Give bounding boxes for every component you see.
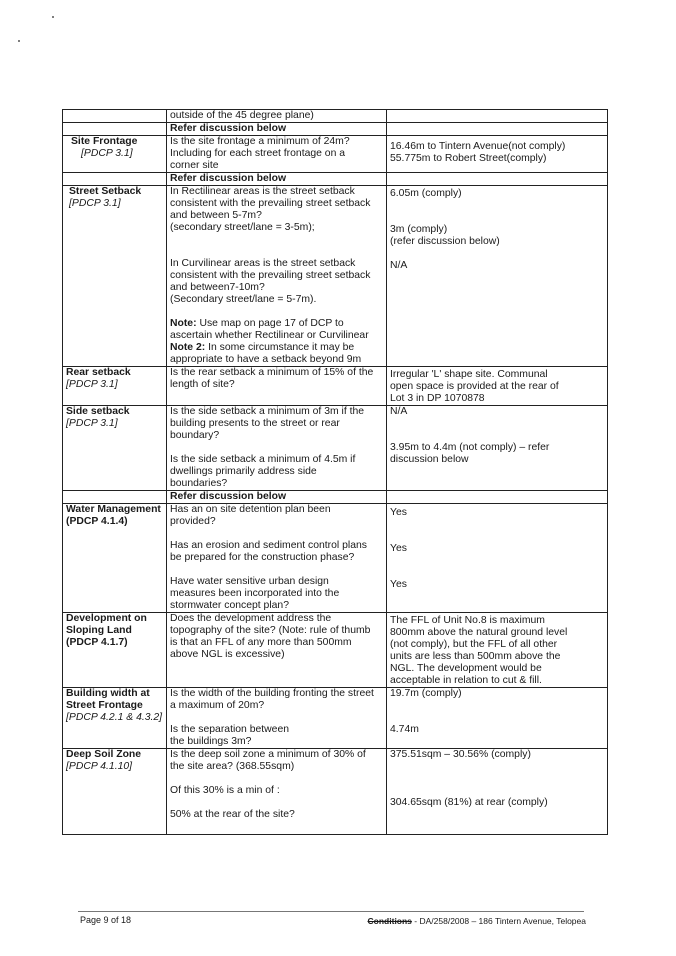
cell-proposal: 16.46m to Tintern Avenue(not comply) 55.775m to Robert Street(comply) xyxy=(387,136,608,173)
table-row xyxy=(63,123,608,136)
table-row xyxy=(63,110,608,123)
cell-control: Is the site frontage a minimum of 24m? Including for each street frontage on a corner site xyxy=(167,136,387,173)
cell-proposal: 19.7m (comply) 4.74m xyxy=(387,688,608,749)
cell-control: Is the deep soil zone a minimum of 30% of the site area? (368.55sqm) Of this 30% is a min of : 50% at the rear of the site? xyxy=(167,749,387,835)
cell-proposal: 375.51sqm – 30.56% (comply) 304.65sqm (81%) at rear (comply) xyxy=(387,749,608,835)
table-row xyxy=(63,173,608,186)
discussion-note: Refer discussion below xyxy=(167,123,387,136)
scan-speck xyxy=(18,40,20,42)
cell-proposal: 6.05m (comply) 3m (comply) (refer discussion below) N/A xyxy=(387,186,608,367)
cell-proposal: Irregular 'L' shape site. Communal open space is provided at the rear of Lot 3 in DP 1070878 xyxy=(387,367,608,406)
table-row xyxy=(63,491,608,504)
cell-proposal: Yes Yes Yes xyxy=(387,504,608,613)
table-row xyxy=(63,186,608,367)
cell-control-name: Development on Sloping Land (PDCP 4.1.7) xyxy=(63,613,167,688)
table-row xyxy=(63,749,608,835)
cell-proposal: N/A 3.95m to 4.4m (not comply) – refer discussion below xyxy=(387,406,608,491)
table-row xyxy=(63,367,608,406)
cell-control: Does the development address the topography of the site? (Note: rule of thumb is that an FFL of any more than 500mm above NGL is excessive) xyxy=(167,613,387,688)
cell-control-name: Street Setback [PDCP 3.1] xyxy=(63,186,167,367)
cell-control-name: Site Frontage [PDCP 3.1] xyxy=(63,136,167,173)
scan-speck xyxy=(52,16,54,18)
cell-control-name: Deep Soil Zone [PDCP 4.1.10] xyxy=(63,749,167,835)
cell-proposal xyxy=(387,110,608,123)
cell-control-name: Building width at Street Frontage [PDCP 4.2.1 & 4.3.2] xyxy=(63,688,167,749)
table-row xyxy=(63,406,608,491)
table-row xyxy=(63,613,608,688)
table-row xyxy=(63,504,608,613)
cell-control: Is the width of the building fronting the street a maximum of 20m? Is the separation between the buildings 3m? xyxy=(167,688,387,749)
cell-control: Is the rear setback a minimum of 15% of the length of site? xyxy=(167,367,387,406)
cell-control: In Rectilinear areas is the street setback consistent with the prevailing street setback and between 5-7m? (secondary street/lane = 3-5m); In Curvilinear areas is the street setback consistent with the prevailing street setback and between7-10m? (Secondary street/lane = 5-7m). Note: Use map on page 17 of DCP to ascertain whether Rectilinear or Curvilinear Note 2: In some circumstance it may be appropriate to have a setback beyond 9m xyxy=(167,186,387,367)
page-number: Page 9 of 18 xyxy=(80,915,132,925)
discussion-note: Refer discussion below xyxy=(167,173,387,186)
cell-control-name: Rear setback [PDCP 3.1] xyxy=(63,367,167,406)
cell-control-name: Side setback [PDCP 3.1] xyxy=(63,406,167,491)
cell-control: Has an on site detention plan been provided? Has an erosion and sediment control plans be prepared for the construction phase? Have water sensitive urban design measures been incorporated into the stormwater concept plan? xyxy=(167,504,387,613)
footer-rule xyxy=(78,911,584,912)
table-row xyxy=(63,688,608,749)
table-row xyxy=(63,136,608,173)
discussion-note: Refer discussion below xyxy=(167,491,387,504)
cell-control: Is the side setback a minimum of 3m if the building presents to the street or rear boundary? Is the side setback a minimum of 4.5m if dwellings primarily address side boundaries? xyxy=(167,406,387,491)
compliance-table xyxy=(62,109,608,835)
cell-proposal: The FFL of Unit No.8 is maximum 800mm above the natural ground level (not comply), but the FFL of all other units are less than 500mm above the NGL. The development would be acceptable in relation to cut & fill. xyxy=(387,613,608,688)
cell-control: outside of the 45 degree plane) xyxy=(167,110,387,123)
cell-control-name: Water Management (PDCP 4.1.4) xyxy=(63,504,167,613)
footer-reference: Conditions - DA/258/2008 – 186 Tintern Avenue, Telopea xyxy=(367,916,586,926)
